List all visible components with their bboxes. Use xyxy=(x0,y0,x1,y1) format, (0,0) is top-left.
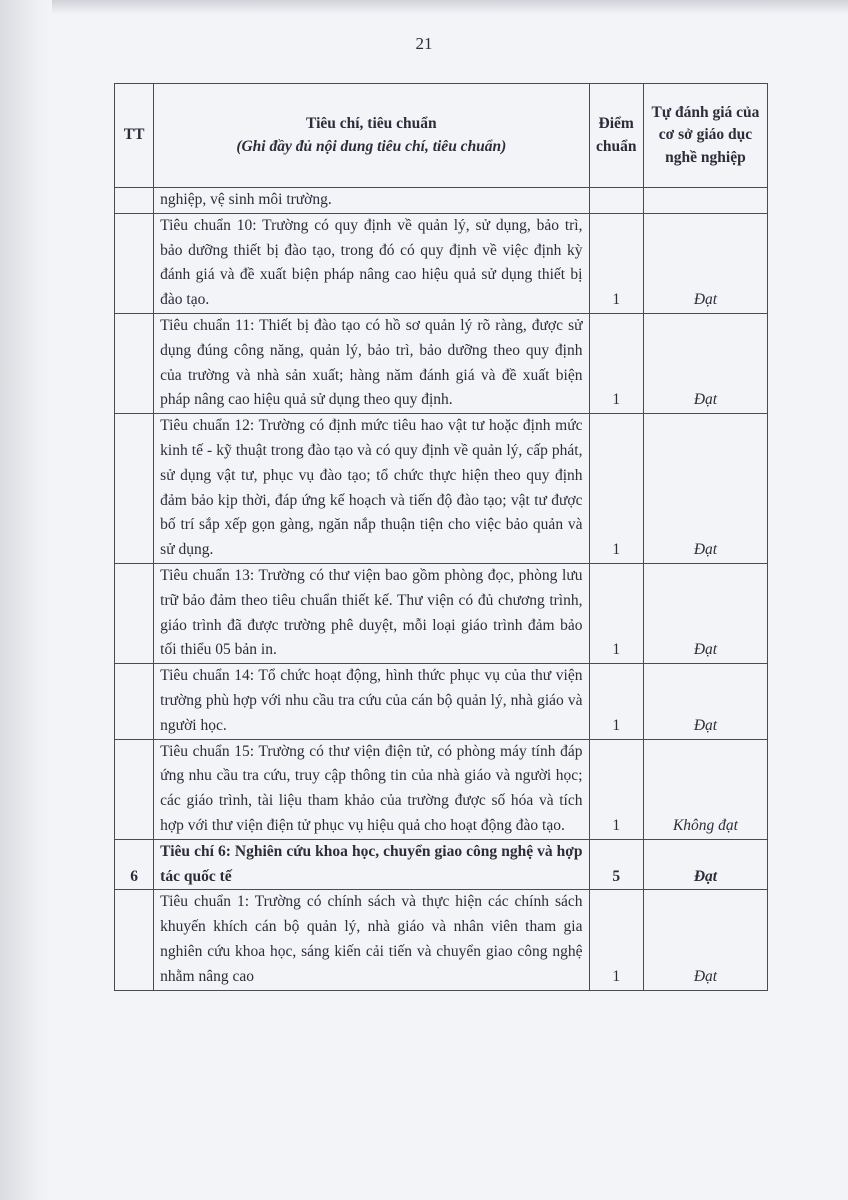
row-result: Đạt xyxy=(643,414,767,564)
row-text: nghiệp, vệ sinh môi trường. xyxy=(154,188,589,214)
row-result: Không đạt xyxy=(643,739,767,839)
table-row xyxy=(115,890,768,990)
row-result: Đạt xyxy=(643,890,767,990)
row-text: Tiêu chuẩn 1: Trường có chính sách và thực hiện các chính sách khuyến khích cán bộ quản lý, nhà giáo và nhân viên tham gia nghiên cứu khoa học, sáng kiến cải tiến và chuyển giao công nghệ nhằm nâng cao xyxy=(154,890,589,990)
table-row xyxy=(115,188,768,214)
row-tt xyxy=(115,313,154,413)
row-text: Tiêu chuẩn 14: Tổ chức hoạt động, hình thức phục vụ của thư viện trường phù hợp với nhu cầu tra cứu của cán bộ quản lý, nhà giáo và người học. xyxy=(154,664,589,739)
row-text: Tiêu chuẩn 15: Trường có thư viện điện tử, có phòng máy tính đáp ứng nhu cầu tra cứu, truy cập thông tin của nhà giáo và người học; các giáo trình, tài liệu tham khảo của trường được số hóa và tích hợp với thư viện điện tử phục vụ hiệu quả cho hoạt động đào tạo. xyxy=(154,739,589,839)
scan-shadow-top xyxy=(0,0,848,14)
row-tt xyxy=(115,414,154,564)
row-points: 1 xyxy=(589,313,643,413)
header-tt: TT xyxy=(115,84,154,188)
header-criteria-subtitle: (Ghi đầy đủ nội dung tiêu chí, tiêu chuẩn) xyxy=(236,137,507,155)
row-points: 1 xyxy=(589,213,643,313)
table-row xyxy=(115,414,768,564)
row-points: 5 xyxy=(589,839,643,890)
table-row xyxy=(115,739,768,839)
row-tt xyxy=(115,664,154,739)
row-points: 1 xyxy=(589,890,643,990)
header-self-assessment: Tự đánh giá của cơ sở giáo dục nghề nghiệp xyxy=(643,84,767,188)
row-text: Tiêu chuẩn 12: Trường có định mức tiêu hao vật tư hoặc định mức kinh tế - kỹ thuật trong đào tạo và có quy định về quản lý, cấp phát, sử dụng vật tư, phục vụ đào tạo; tổ chức thực hiện theo quy định đảm bảo kịp thời, đáp ứng kế hoạch và tiến độ đào tạo; vật tư được bố trí sắp xếp gọn gàng, ngăn nắp thuận tiện cho việc bảo quản và sử dụng. xyxy=(154,414,589,564)
row-points: 1 xyxy=(589,414,643,564)
row-result: Đạt xyxy=(643,839,767,890)
criteria-table xyxy=(114,83,768,991)
row-result: Đạt xyxy=(643,313,767,413)
table-row xyxy=(115,213,768,313)
row-result xyxy=(643,188,767,214)
row-points: 1 xyxy=(589,739,643,839)
page-number: 21 xyxy=(415,34,433,53)
row-points: 1 xyxy=(589,563,643,663)
row-tt xyxy=(115,890,154,990)
table-row xyxy=(115,664,768,739)
row-tt xyxy=(115,739,154,839)
row-tt: 6 xyxy=(115,839,154,890)
row-result: Đạt xyxy=(643,664,767,739)
row-result: Đạt xyxy=(643,213,767,313)
header-criteria xyxy=(154,84,589,188)
table-row xyxy=(115,313,768,413)
row-text: Tiêu chí 6: Nghiên cứu khoa học, chuyển giao công nghệ và hợp tác quốc tế xyxy=(154,839,589,890)
row-points xyxy=(589,188,643,214)
row-text: Tiêu chuẩn 13: Trường có thư viện bao gồm phòng đọc, phòng lưu trữ bảo đảm theo tiêu chuẩn thiết kế. Thư viện có đủ chương trình, giáo trình đã được trường phê duyệt, mỗi loại giáo trình đảm bảo tối thiểu 05 bản in. xyxy=(154,563,589,663)
scan-shadow-left xyxy=(0,0,52,1200)
row-text: Tiêu chuẩn 10: Trường có quy định về quản lý, sử dụng, bảo trì, bảo dưỡng thiết bị đào tạo, trong đó có quy định về việc định kỳ đánh giá và đề xuất biện pháp nâng cao hiệu quả sử dụng thiết bị đào tạo. xyxy=(154,213,589,313)
row-text: Tiêu chuẩn 11: Thiết bị đào tạo có hồ sơ quản lý rõ ràng, được sử dụng đúng công năng, quản lý, bảo trì, bảo dưỡng theo quy định của trường và nhà sản xuất; hàng năm đánh giá và đề xuất biện pháp nâng cao hiệu quả sử dụng theo quy định. xyxy=(154,313,589,413)
table-row xyxy=(115,839,768,890)
row-tt xyxy=(115,188,154,214)
header-criteria-title: Tiêu chí, tiêu chuẩn xyxy=(306,115,437,132)
row-result: Đạt xyxy=(643,563,767,663)
row-points: 1 xyxy=(589,664,643,739)
table-row xyxy=(115,563,768,663)
row-tt xyxy=(115,213,154,313)
row-tt xyxy=(115,563,154,663)
header-standard-points: Điểm chuẩn xyxy=(589,84,643,188)
table-header-row xyxy=(115,84,768,188)
